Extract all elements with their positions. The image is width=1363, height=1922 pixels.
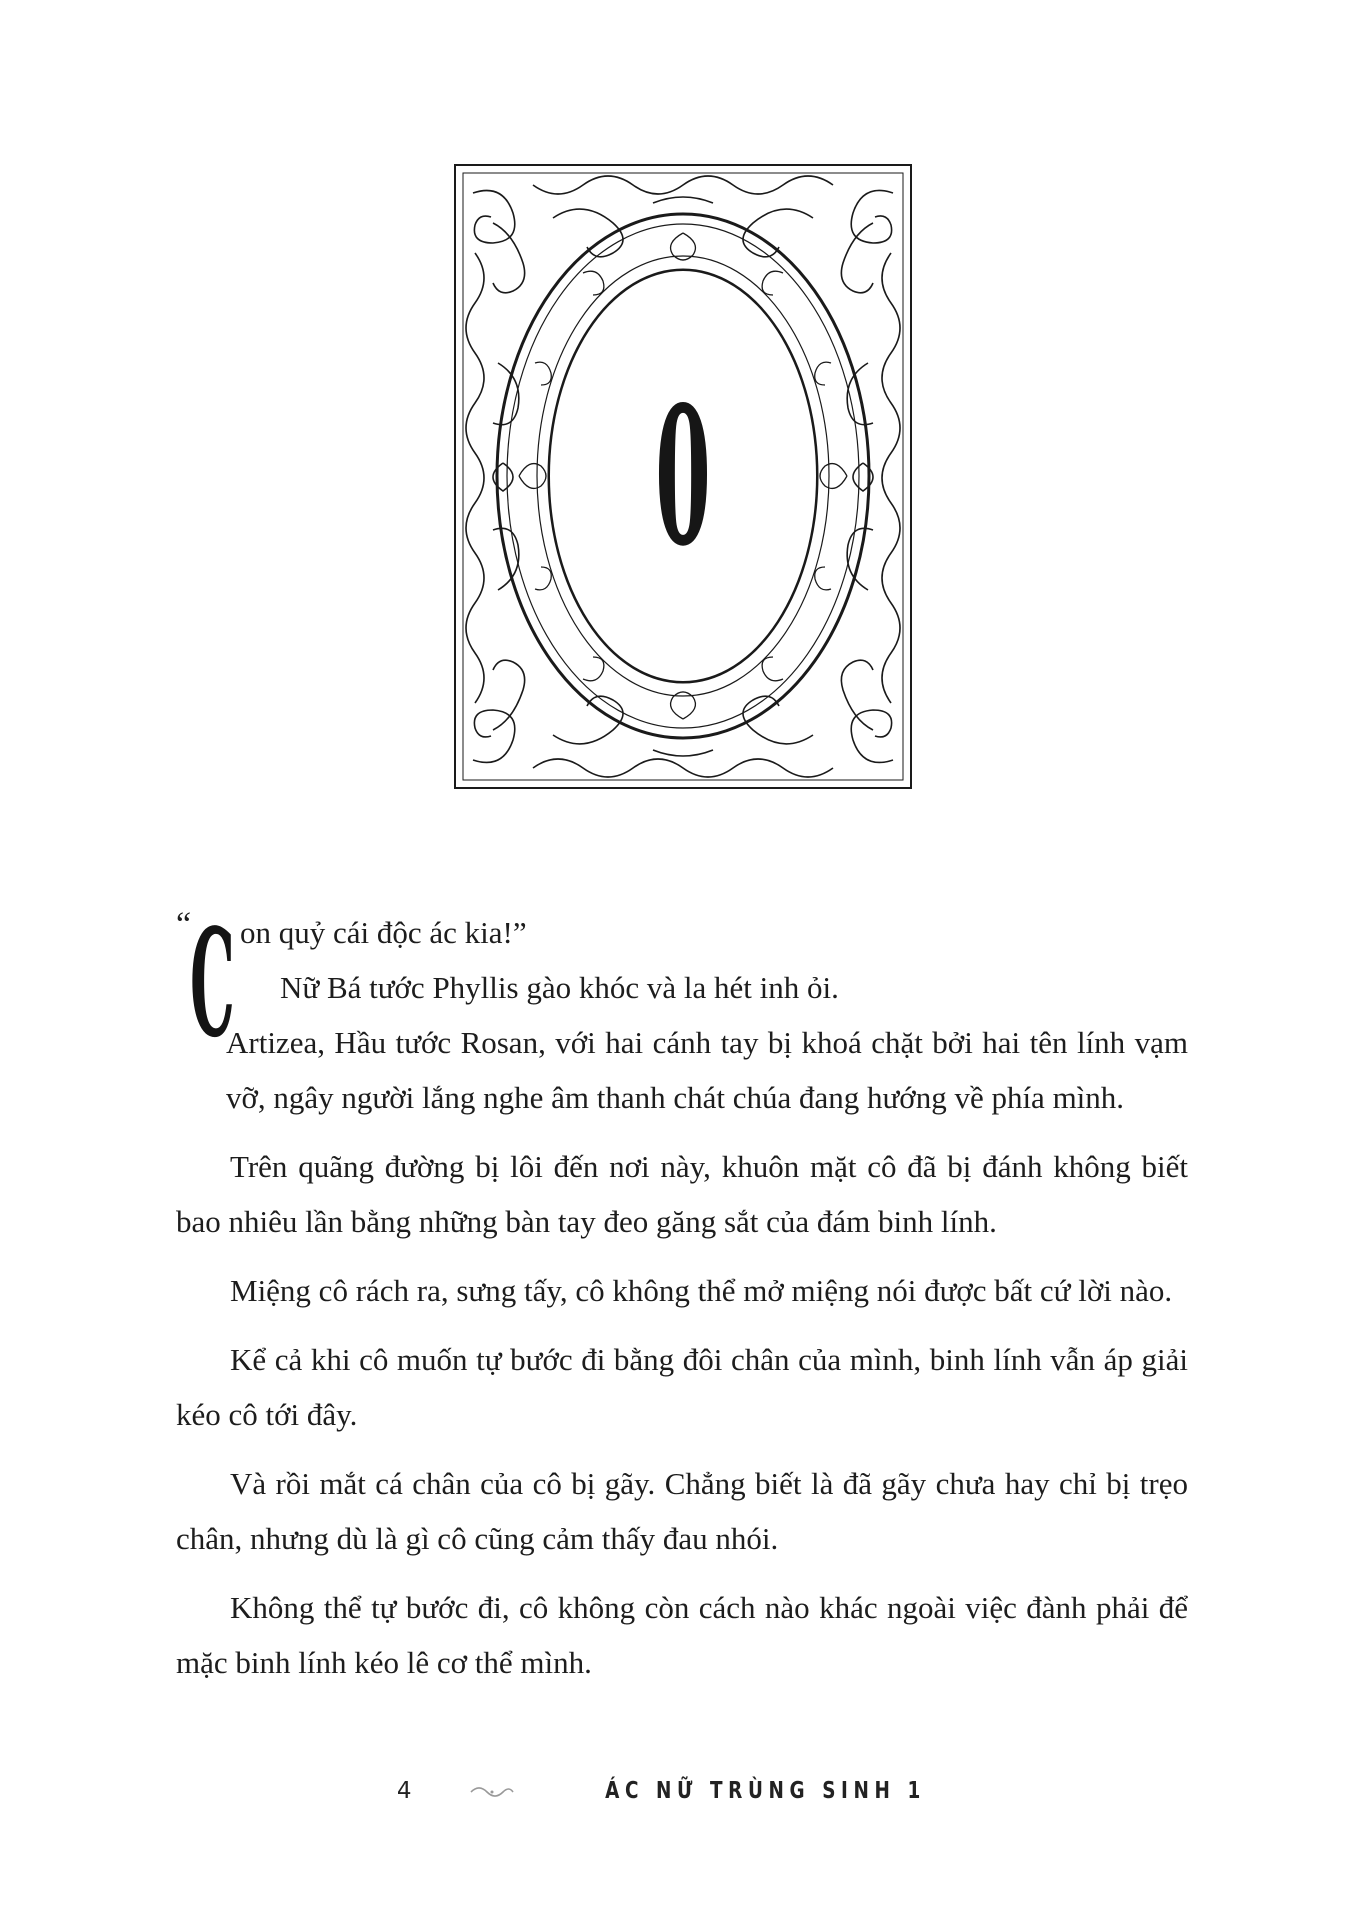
paragraph-3 [176,1015,1188,1125]
page-footer [0,1778,1363,1805]
drop-cap-letter: C [190,896,235,1070]
paragraph-6: Kể cả khi cô muốn tự bước đi bằng đôi chân của mình, binh lính vẫn áp giải kéo cô tới đây. [176,1342,1188,1432]
chapter-frame [453,163,913,790]
ornament-swirl-icon [469,1779,515,1805]
book-title: ÁC NỮ TRÙNG SINH 1 [605,1778,927,1804]
paragraph-2: Nữ Bá tước Phyllis gào khóc và la hét inh ỏi. [280,970,839,1005]
paragraph-7: Và rồi mắt cá chân của cô bị gãy. Chẳng biết là đã gãy chưa hay chỉ bị trẹo chân, nhưng dù là gì cô cũng cảm thấy đau nhói. [176,1466,1188,1556]
chapter-number: 0 [655,364,711,588]
body-text [176,896,1188,1704]
paragraph-5: Miệng cô rách ra, sưng tấy, cô không thể mở miệng nói được bất cứ lời nào. [230,1273,1173,1308]
paragraph-4: Trên quãng đường bị lôi đến nơi này, khuôn mặt cô đã bị đánh không biết bao nhiêu lần bằng những bàn tay đeo găng sắt của đám binh lính. [176,1149,1188,1239]
opening-line: on quỷ cái độc ác kia!” [240,915,527,950]
page-number: 4 [396,1778,419,1804]
paragraph-8: Không thể tự bước đi, cô không còn cách nào khác ngoài việc đành phải để mặc binh lính kéo lê cơ thể mình. [176,1590,1188,1680]
opening-quote-mark: “ [176,906,192,943]
paragraph-3-text: Artizea, Hầu tước Rosan, với hai cánh tay bị khoá chặt bởi hai tên lính vạm vỡ, ngây người lắng nghe âm thanh chát chúa đang hướng về phía mình. [226,1025,1188,1115]
